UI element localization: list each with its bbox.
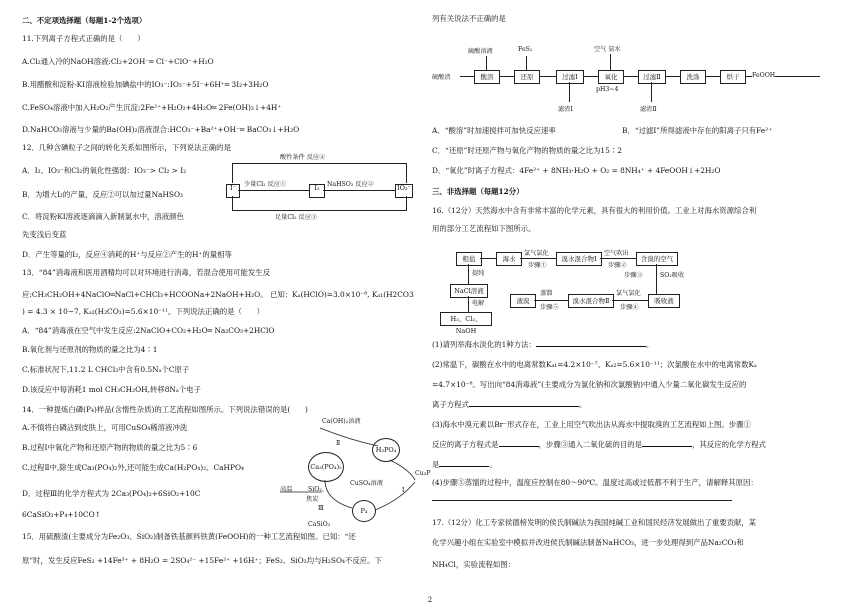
- q17-line-3: NH₄Cl，实验流程如图：: [432, 560, 516, 569]
- q16-lq1: 氯气氯化: [524, 250, 549, 257]
- q14-route-2: Ⅱ: [336, 440, 341, 447]
- q12-label-right: NaHSO₃ 反应②: [327, 181, 374, 188]
- q14-ca3po42: Ca₃(PO₄)₂: [308, 452, 344, 482]
- q15-input-air: 空气 氨水: [594, 46, 621, 53]
- q16-xsy: 吸收液: [648, 294, 680, 308]
- q12-option-c-cont: 先变浅后变蓝: [22, 230, 67, 239]
- section-3-title: 三、非选择题（每题12分）: [432, 187, 524, 196]
- q14-option-b: B.过程Ⅰ中氧化产物和还原产物的物质的量之比为5∶6: [22, 443, 198, 452]
- q15-feed: 硫酸渣: [432, 74, 451, 81]
- q15-ph: pH3~4: [596, 86, 619, 93]
- q12-node-iodine: I₂: [309, 184, 325, 198]
- q14-stem: 14．一种提炼白磷(P₄)样品(含惰性杂质)的工艺流程如图所示。下列说法错误的是( ): [22, 405, 308, 414]
- q16-haishui: 海水: [496, 252, 522, 266]
- q15-step-1: 酸溶: [474, 70, 500, 84]
- q15-step-5: 过滤Ⅱ: [638, 70, 666, 84]
- page-number: 2: [427, 596, 433, 604]
- q16-sub-1: (1)请列举海水淡化的1种方法： 。: [432, 340, 654, 349]
- q16-sub-3-line-1: (3)海水中溴元素以Br⁻形式存在，工业上用空气吹出法从海水中提取溴的工艺流程如上图。步骤①: [432, 420, 751, 429]
- q17-line-2: 化学兴趣小组在实验室中模拟并改进侯氏制碱法制备NaHCO₃，进一步处理得到产品Na₂CO₃和: [432, 538, 744, 547]
- q12-label-top: 酸性条件 反应④: [280, 154, 326, 161]
- q12-option-b: B．为增大I₂的产量，反应②可以加过量NaHSO₃: [22, 190, 183, 199]
- q14-h3po4: H₃PO₄: [372, 438, 400, 462]
- q15-step-4: 氧化: [598, 70, 624, 84]
- q16-nacl: NaCl溶液: [450, 284, 488, 298]
- q14-cuso4: CuSO₄溶液: [350, 480, 383, 487]
- q16-air: 含溴的空气: [636, 252, 678, 266]
- q13-line-2: 应:CH₃CH₂OH+4NaClO═NaCl+CHCl₃+HCOONa+2NaOH+H₂O。 已知：Kₐ(HClO)=3.0×10⁻⁸, Kₐ₁(H2CO3: [22, 290, 414, 299]
- q13-option-a: A．“84”消毒液在空气中发生反应:2NaClO+CO₂+H₂O═ Na₂CO₃+2HClO: [22, 326, 275, 335]
- q11-option-a: A.Cl₂通入冷的NaOH溶液:Cl₂+2OH⁻═ Cl⁻+ClO⁻+H₂O: [22, 57, 214, 66]
- q15-intro-continued: 列有关说法不正确的是: [432, 14, 506, 23]
- q15-step-2: 还原: [514, 70, 540, 84]
- q16-yexiu: 液溴: [510, 294, 536, 308]
- q16-dianjie: 电解: [472, 300, 485, 307]
- q12-node-iodate: IO₃⁻: [395, 184, 413, 198]
- q16-sub-2-line-2: =4.7×10⁻⁸。写出向“84消毒液”(主要成分为氯化钠和次氯酸钠)中通入少量二氧化碳发生反应的: [432, 380, 747, 389]
- q14-caoh2: Ca(OH)₂溶液: [322, 418, 361, 425]
- q16-answer-line: [432, 500, 732, 501]
- q14-p4: P₄: [352, 500, 376, 522]
- q14-option-d-cont: 6CaSiO₃+P₄+10CO↑: [22, 510, 101, 519]
- q16-line-1: 16.（12分）天然海水中含有非常丰富的化学元素，具有很大的利用价值。工业上对海水资源综合利: [432, 206, 757, 215]
- q14-route-3: Ⅲ: [318, 505, 324, 512]
- q11-option-b: B.用醋酸和淀粉-KI溶液检验加碘盐中的IO₃⁻:IO₃⁻+5I⁻+6H⁺═ 3I₂+3H₂O: [22, 80, 269, 89]
- q16-bu5: 步骤⑤: [540, 304, 559, 311]
- q16-bu1: 步骤①: [528, 262, 547, 269]
- q14-route-1: Ⅰ: [402, 487, 405, 494]
- q12-option-a: A．I₂、IO₃⁻和Cl₂的氧化性强弱：IO₃⁻> Cl₂ > I₂: [22, 166, 187, 175]
- q15-option-a: A．“酸溶”时加速搅拌可加快反应速率: [432, 126, 556, 135]
- q11-option-d: D.NaHCO₃溶液与少量的Ba(OH)₂溶液混合:HCO₃⁻+Ba²⁺+OH⁻═ BaCO₃↓+H₂O: [22, 125, 300, 134]
- q16-lq2: 氯气氯化: [616, 290, 641, 297]
- q12-label-left: 少量Cl₂ 反应①: [244, 181, 287, 188]
- q16-so2: SO₂吸收: [660, 272, 685, 279]
- q15-step-3: 过滤Ⅰ: [556, 70, 584, 84]
- q15-option-b: B．“过滤Ⅰ”所得滤液中存在的阳离子只有Fe²⁺: [622, 126, 773, 135]
- q16-tichun: 提纯: [472, 270, 485, 277]
- q16-cuyan: 粗盐: [456, 252, 482, 266]
- q13-line-3: ) = 4.3 × 10−7, Kₐ₂(H₂CO₃)=5.6×10⁻¹¹。下列说法正确的是（ ）: [22, 307, 265, 316]
- q13-option-b: B.氧化剂与还原剂的物质的量之比为4∶1: [22, 345, 158, 354]
- q16-mix2: 溴水混合物Ⅱ: [568, 294, 614, 308]
- q15-input-fes2: FeS₂: [518, 46, 533, 53]
- q15-residue-2: 滤渣Ⅱ: [640, 106, 657, 113]
- q17-line-1: 17.（12分）化工专家侯德榜发明的侯氏制碱法为我国纯碱工业和国民经济发展做出了重要贡献，某: [432, 518, 757, 527]
- q15-line-1: 15．用硫酸渣(主要成分为Fe₂O₃、SiO₂)制备铁基颜料铁黄(FeOOH)的一种工艺流程如图。已知：“还: [22, 532, 356, 541]
- q12-stem: 12．几种含碘粒子之间的转化关系如图所示，下列说法正确的是: [22, 143, 231, 152]
- q16-bu4: 步骤④: [620, 304, 639, 311]
- section-2-title: 二、不定项选择题（每题1-2个选项）: [22, 16, 147, 25]
- q16-products: H₂、Cl₂、NaOH: [440, 312, 492, 326]
- q14-option-c: C.过程Ⅱ中,除生成Ca₃(PO₄)₂外,还可能生成Ca(H₂PO₄)₂、CaHPO₄: [22, 463, 244, 472]
- q15-product: FeOOH: [752, 72, 776, 79]
- q16-sub-2-line-3: 离子方程式 。: [432, 400, 587, 409]
- q12-option-c: C．将淀粉KI溶液逐滴滴入新制氯水中，溶液颜色: [22, 212, 184, 221]
- q15-residue-1: 滤渣Ⅰ: [558, 106, 573, 113]
- q14-jiaotan: 焦炭: [306, 496, 319, 503]
- q14-option-a: A.不慎将白磷沾到皮肤上，可用CuSO₄稀溶液冲洗: [22, 423, 188, 432]
- q16-bu3: 步骤③: [624, 272, 643, 279]
- q14-casio3: CaSiO₃: [308, 521, 331, 528]
- q15-line-2: 原”时，发生反应FeS₂ +14Fe³⁺ + 8H₂O = 2SO₄²⁻ +15Fe²⁺ +16H⁺；FeS₂、SiO₂均与H₂SO₄不反应。下: [22, 556, 382, 565]
- q11-stem: 11.下列离子方程式正确的是（ ）: [22, 34, 145, 43]
- q16-sub-3-line-3: 是 。: [432, 460, 497, 469]
- q15-step-6: 洗涤: [680, 70, 706, 84]
- q16-bu2: 步骤②: [608, 262, 627, 269]
- q16-zhengliu: 蒸馏: [540, 290, 553, 297]
- q13-option-d: D.该反应中每消耗1 mol CH₃CH₂OH,转移8Nₐ个电子: [22, 385, 201, 394]
- q16-kq: 空气吹出: [604, 250, 629, 257]
- q14-option-d: D．过程Ⅲ的化学方程式为 2Ca₃(PO₄)₂+6SiO₂+10C: [22, 489, 201, 498]
- q16-sub-3-line-2: 反应的离子方程式是 ，步骤③通入二氧化硫的目的是 ，其反应的化学方程式: [432, 440, 766, 449]
- q16-mix1: 溴水混合物Ⅰ: [556, 252, 602, 266]
- q12-label-bottom: 足量Cl₂ 反应③: [275, 214, 318, 221]
- q14-arrows: [280, 420, 430, 530]
- q16-sub-2-line-1: (2)常温下，碳酸在水中的电离常数Kₐ₁=4.2×10⁻⁷、Kₐ₂=5.6×10⁻¹¹；次氯酸在水中的电离常数Kₐ: [432, 360, 757, 369]
- q14-cu3p: Cu₃P: [415, 470, 431, 477]
- q16-sub-4: (4)步骤⑤蒸馏的过程中，温度应控制在80～90℃。温度过高或过低都不利于生产，请解释其原因：: [432, 478, 758, 487]
- q14-sio2: SiO₂、: [308, 486, 328, 493]
- q15-option-c: C．“还原”时还原产物与氧化产物的物质的量之比为15∶2: [432, 146, 622, 155]
- q11-option-c: C.FeSO₄溶液中加入H₂O₂产生沉淀:2Fe²⁺+H₂O₂+4H₂O═ 2Fe(OH)₃↓+4H⁺: [22, 103, 282, 112]
- q12-option-d: D．产生等量的I₂，反应④消耗的H⁺与反应②产生的H⁺的量相等: [22, 250, 232, 259]
- q16-line-2: 用的部分工艺流程如下图所示。: [432, 224, 536, 233]
- q13-option-c: C.标准状况下,11.2 L CHCl₃中含有0.5Nₐ个C原子: [22, 365, 190, 374]
- q13-line-1: 13．“84”消毒液和医用酒精均可以对环境进行消毒，若混合使用可能发生反: [22, 268, 271, 277]
- q14-gaowen: 高温: [280, 486, 293, 493]
- q12-node-iodide: I⁻: [226, 184, 240, 198]
- q15-input-acid: 硫酸溶液: [468, 48, 493, 55]
- q15-step-7: 烘干: [720, 70, 746, 84]
- q15-option-d: D．“氧化”时离子方程式：4Fe²⁺ + 8NH₃·H₂O + O₂ = 8NH₄⁺ + 4FeOOH↓+2H₂O: [432, 166, 721, 175]
